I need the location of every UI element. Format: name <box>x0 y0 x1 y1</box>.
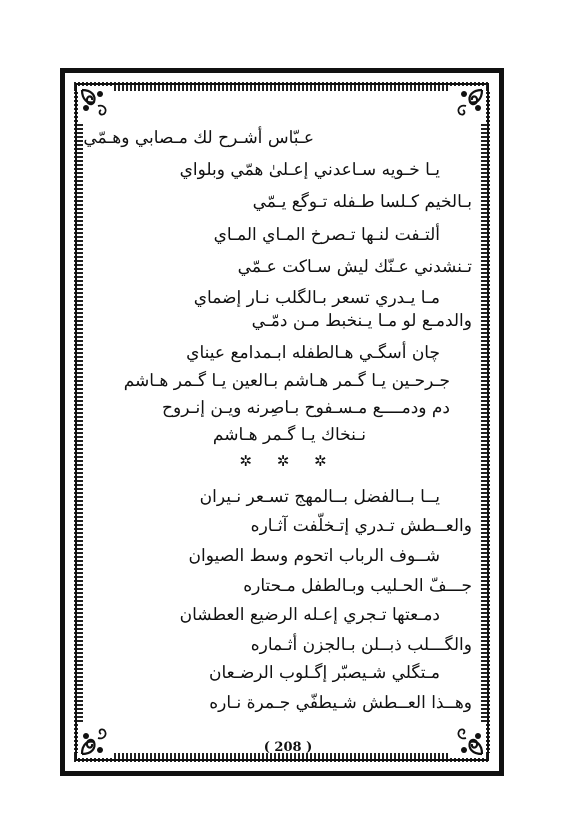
poem-line: شــوف الرباب اتحوم وسط الصيوان <box>188 546 440 566</box>
poem-line: دمـعتها تـجري إعـله الرضيع العطشان <box>179 605 440 625</box>
poem-line: يــا بــالفضل بــالمهج تسـعر نـيران <box>199 487 440 507</box>
section-separator: ✲ ✲ ✲ <box>239 452 337 470</box>
corner-ornament-icon <box>450 86 486 122</box>
chorus-line: نـنخاك يـا گـمر هـاشم <box>212 425 366 445</box>
inner-border <box>75 83 489 761</box>
corner-ornament-icon <box>78 86 114 122</box>
poem-line: جـــفّ الحـليب وبـالطفل مـحتاره <box>243 576 472 596</box>
poem-line: والگـــلب ذبــلن بـالجزن أثـماره <box>250 635 472 655</box>
poem-line: چان أسگـي هـالطفله ابـمدامع عيناي <box>186 343 440 363</box>
poem-line: مـتگلي شـيصبّر إگـلوب الرضـعان <box>209 663 440 683</box>
poem-line: ألتـفت لنـها تـصرخ المـاي المـاي <box>213 225 440 245</box>
poem-line: يـا خـويه سـاعدني إعـلىٰ همّي وبلواي <box>179 160 440 180</box>
page-number: ( 208 ) <box>263 740 313 755</box>
poem-line: عـبّاس أشـرح لك مـصابي وهـمّي <box>83 128 314 148</box>
poem-line: والعــطش تـدري إتـخلّفت آثـاره <box>250 516 472 536</box>
chorus-line: جـرحـين يـا گـمر هـاشم بـالعين يـا گـمر هـاشم <box>123 371 450 391</box>
poem-line: تـنشدني عـنّك ليش سـاكت عـمّي <box>237 257 472 277</box>
poem-line: وهــذا العــطش شـيطفّي جـمرة نـاره <box>209 693 472 713</box>
poem-line: والدمـع لو مـا يـنخبط مـن دمّـي <box>251 311 472 331</box>
poem-line: مـا يـدري تسعر بـالگلب نـار إضماي <box>193 288 440 308</box>
poem-line: بـالخيم كـلسا طـفله تـوگع يـمّي <box>252 192 472 212</box>
chorus-line: دم ودمــــع مـسـفوح بـاصِرنه ويـن إنـروح <box>162 398 450 418</box>
